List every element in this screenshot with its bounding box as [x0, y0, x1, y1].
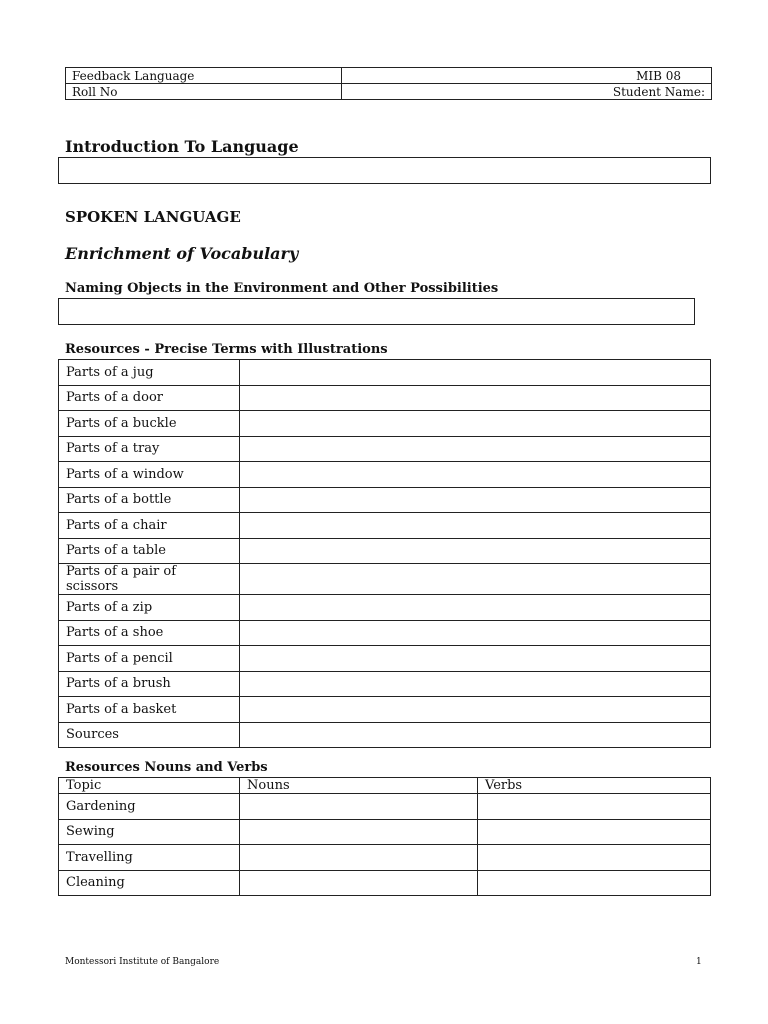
- table-row: [59, 646, 711, 672]
- resource-item-label: Parts of a window: [59, 462, 240, 488]
- resource-item-label: Parts of a buckle: [59, 411, 240, 437]
- topic-label: Gardening: [59, 794, 240, 820]
- nouns-answer-cell[interactable]: [240, 845, 478, 871]
- topic-label: Sewing: [59, 819, 240, 845]
- table-row: [59, 671, 711, 697]
- resource-answer-cell[interactable]: [240, 646, 711, 672]
- table-row: [59, 538, 711, 564]
- verbs-answer-cell[interactable]: [478, 870, 711, 896]
- subsection-title-enrichment: Enrichment of Vocabulary: [65, 244, 299, 263]
- resource-answer-cell[interactable]: [240, 697, 711, 723]
- table-row: [59, 564, 711, 595]
- table-row: [59, 595, 711, 621]
- resource-answer-cell[interactable]: [240, 564, 711, 595]
- resource-answer-cell[interactable]: [240, 411, 711, 437]
- table-row: [59, 722, 711, 748]
- nouns-answer-cell[interactable]: [240, 819, 478, 845]
- resource-item-label: Parts of a jug: [59, 360, 240, 386]
- table-row: [59, 462, 711, 488]
- verbs-answer-cell[interactable]: [478, 794, 711, 820]
- resource-item-label: Parts of a zip: [59, 595, 240, 621]
- header-table: [65, 67, 712, 100]
- topic-label: Travelling: [59, 845, 240, 871]
- feedback-language-label: Feedback Language: [66, 68, 342, 84]
- resource-item-label: Parts of a tray: [59, 436, 240, 462]
- resource-item-label: Parts of a basket: [59, 697, 240, 723]
- section-title-spoken-language: SPOKEN LANGUAGE: [65, 208, 241, 226]
- nouns-answer-cell[interactable]: [240, 794, 478, 820]
- table-row: [59, 794, 711, 820]
- table-row: [59, 513, 711, 539]
- resource-item-label: Parts of a door: [59, 385, 240, 411]
- table-row: [59, 385, 711, 411]
- table-row: [59, 819, 711, 845]
- resources-precise-title: Resources - Precise Terms with Illustrations: [65, 342, 388, 357]
- verbs-answer-cell[interactable]: [478, 819, 711, 845]
- resources-precise-table: [58, 359, 711, 748]
- table-row: [59, 845, 711, 871]
- table-row: [59, 360, 711, 386]
- resource-answer-cell[interactable]: [240, 671, 711, 697]
- document-code: MIB 08: [342, 68, 712, 84]
- resource-item-label: Parts of a table: [59, 538, 240, 564]
- resource-item-label: Parts of a bottle: [59, 487, 240, 513]
- resource-answer-cell[interactable]: [240, 513, 711, 539]
- naming-objects-answer-box[interactable]: [58, 298, 695, 325]
- table-row: [59, 487, 711, 513]
- column-header-nouns: Nouns: [240, 778, 478, 794]
- resource-answer-cell[interactable]: [240, 538, 711, 564]
- subsection-title-naming-objects: Naming Objects in the Environment and Other Possibilities: [65, 281, 499, 296]
- resource-item-label: Parts of a shoe: [59, 620, 240, 646]
- resource-answer-cell[interactable]: [240, 595, 711, 621]
- resource-item-label: Parts of a pencil: [59, 646, 240, 672]
- footer-institute: Montessori Institute of Bangalore: [65, 957, 220, 967]
- footer-page-number: 1: [696, 957, 702, 967]
- verbs-answer-cell[interactable]: [478, 845, 711, 871]
- nouns-answer-cell[interactable]: [240, 870, 478, 896]
- student-name-label: Student Name:: [342, 84, 712, 100]
- roll-no-label: Roll No: [66, 84, 342, 100]
- resources-nouns-verbs-title: Resources Nouns and Verbs: [65, 760, 268, 775]
- section-title-introduction: Introduction To Language: [65, 137, 299, 156]
- resource-item-label: Parts of a pair of scissors: [59, 564, 240, 595]
- resource-answer-cell[interactable]: [240, 462, 711, 488]
- nouns-verbs-table: [58, 777, 711, 896]
- introduction-answer-box[interactable]: [58, 157, 711, 184]
- table-row: [59, 870, 711, 896]
- table-row: [59, 411, 711, 437]
- topic-label: Cleaning: [59, 870, 240, 896]
- resource-answer-cell[interactable]: [240, 385, 711, 411]
- column-header-verbs: Verbs: [478, 778, 711, 794]
- resource-item-label: Parts of a chair: [59, 513, 240, 539]
- resource-item-label: Parts of a brush: [59, 671, 240, 697]
- resource-answer-cell[interactable]: [240, 487, 711, 513]
- table-row: [59, 620, 711, 646]
- resource-answer-cell[interactable]: [240, 620, 711, 646]
- table-row: [59, 436, 711, 462]
- resource-answer-cell[interactable]: [240, 436, 711, 462]
- resource-item-label: Sources: [59, 722, 240, 748]
- table-header-row: [59, 778, 711, 794]
- resource-answer-cell[interactable]: [240, 722, 711, 748]
- table-row: [59, 697, 711, 723]
- resource-answer-cell[interactable]: [240, 360, 711, 386]
- column-header-topic: Topic: [59, 778, 240, 794]
